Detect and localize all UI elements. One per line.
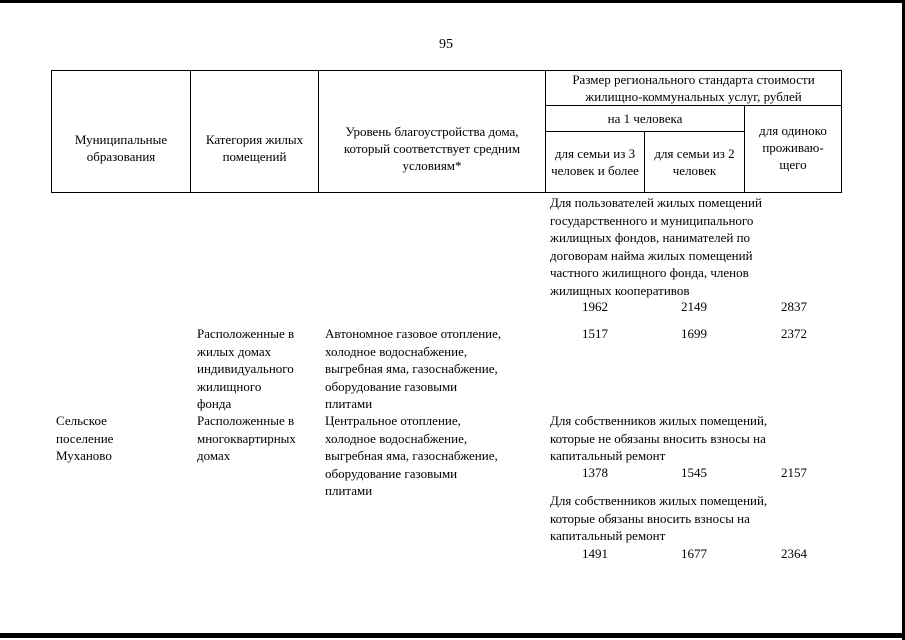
page-top-edge: [0, 0, 905, 3]
category-individual: Расположенные в жилых домах индивидуального жилищного фонда: [197, 326, 295, 411]
owners-fee-value-family2: 1677: [681, 546, 707, 561]
owners-no-fee-value-family3: 1378: [582, 465, 608, 480]
header-family3: для семьи из 3 человек и более: [551, 146, 639, 178]
individual-value-family2: 1699: [681, 326, 707, 341]
page-number: 95: [439, 37, 453, 52]
users-value-family2: 2149: [681, 299, 707, 314]
category-apartment: Расположенные в многоквартирных домах: [197, 413, 296, 463]
header-municipal: Муниципальные образования: [74, 132, 168, 164]
owners-no-fee-value-family2: 1545: [681, 465, 707, 480]
header-single: для одиноко проживаю-щего: [759, 123, 827, 172]
section-users-label: Для пользователей жилых помещений государственного и муниципального жилищных фондов, нанимателей по договорам найма жилых помещений частного жилищного фонда, членов жилищных кооперативов: [550, 195, 762, 298]
header-family2: для семьи из 2 человек: [654, 146, 735, 178]
section-owners-no-fee-label: Для собственников жилых помещений, которые не обязаны вносить взносы на капитальный ремонт: [550, 413, 768, 463]
municipality-name: Сельское поселение Муханово: [56, 413, 114, 463]
owners-fee-value-family3: 1491: [582, 546, 608, 561]
page-bottom-edge: [0, 633, 905, 638]
owners-fee-value-single: 2364: [781, 546, 807, 561]
level-apartment: Центральное отопление, холодное водоснабжение, выгребная яма, газоснабжение, оборудование газовыми плитами: [325, 413, 498, 498]
header-level: Уровень благоустройства дома, который соответствует средним условиям*: [343, 123, 521, 173]
individual-value-family3: 1517: [582, 326, 608, 341]
level-individual: Автономное газовое отопление, холодное водоснабжение, выгребная яма, газоснабжение, оборудование газовыми плитами: [325, 326, 502, 411]
users-value-single: 2837: [781, 299, 807, 314]
section-owners-fee-label: Для собственников жилых помещений, которые обязаны вносить взносы на капитальный ремонт: [550, 493, 768, 543]
header-per-person: на 1 человека: [607, 111, 683, 126]
header-standard: Размер регионального стандарта стоимости жилищно-коммунальных услуг, рублей: [572, 72, 815, 104]
header-category: Категория жилых помещений: [205, 132, 304, 164]
users-value-family3: 1962: [582, 299, 608, 314]
individual-value-single: 2372: [781, 326, 807, 341]
owners-no-fee-value-single: 2157: [781, 465, 807, 480]
